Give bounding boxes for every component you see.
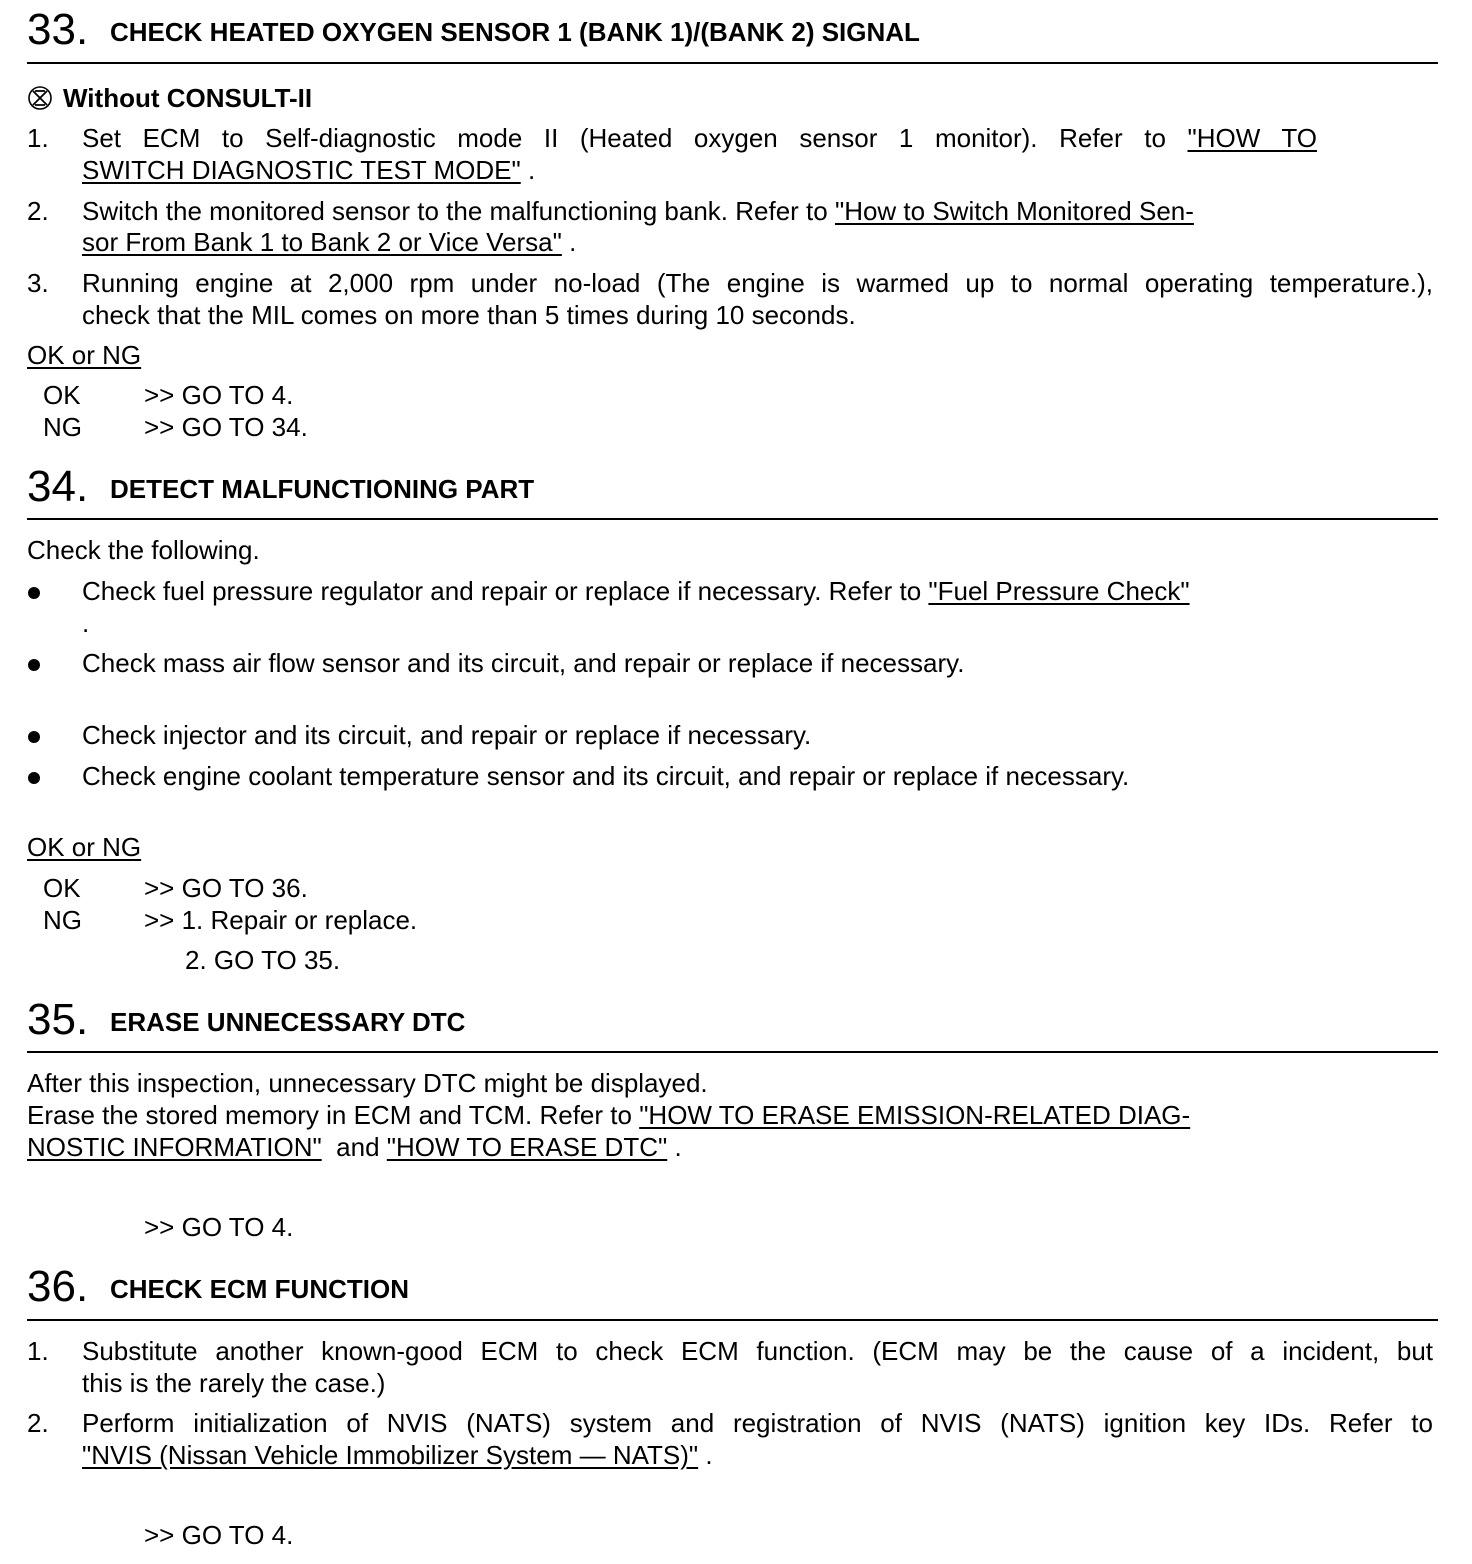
step-num: 3. bbox=[27, 268, 49, 298]
link[interactable]: "How to Switch Monitored Sen- bbox=[834, 196, 1194, 226]
ng-action: 2. GO TO 35. bbox=[185, 945, 341, 975]
bullet-icon bbox=[28, 587, 40, 599]
intro-text: Check the following. bbox=[27, 535, 260, 565]
step-number: 35. bbox=[27, 995, 89, 1044]
link[interactable]: SWITCH DIAGNOSTIC TEST MODE" bbox=[82, 155, 521, 185]
ng-action: >> GO TO 34. bbox=[144, 412, 308, 442]
step-number: 36. bbox=[27, 1262, 89, 1311]
bullet-text: Check mass air flow sensor and its circuit, and repair or replace if necessary. bbox=[82, 648, 965, 678]
link[interactable]: NOSTIC INFORMATION" bbox=[27, 1132, 322, 1162]
step-title: DETECT MALFUNCTIONING PART bbox=[110, 474, 535, 504]
goto-action: >> GO TO 4. bbox=[144, 1212, 294, 1242]
bullet-icon bbox=[28, 731, 40, 743]
step-title: CHECK HEATED OXYGEN SENSOR 1 (BANK 1)/(BANK 2) SIGNAL bbox=[110, 17, 920, 47]
bullet-text: Check fuel pressure regulator and repair or replace if necessary. Refer to "Fuel Pressure Check" bbox=[82, 576, 1190, 606]
step-text: check that the MIL comes on more than 5 times during 10 seconds. bbox=[82, 300, 856, 330]
step-text: Switch the monitored sensor to the malfunctioning bank. Refer to "How to Switch Monitored Sen- bbox=[82, 196, 1194, 226]
step-text: "NVIS (Nissan Vehicle Immobilizer System — NATS)" . bbox=[82, 1440, 713, 1470]
link[interactable]: "NVIS (Nissan Vehicle Immobilizer System — NATS)" bbox=[82, 1440, 699, 1470]
bullet-text: Check engine coolant temperature sensor and its circuit, and repair or replace if necessary. bbox=[82, 761, 1130, 791]
step-num: 1. bbox=[27, 123, 49, 153]
bullet-text: Check injector and its circuit, and repair or replace if necessary. bbox=[82, 720, 812, 750]
step-text: Set ECM to Self-diagnostic mode II (Heated oxygen sensor 1 monitor). Refer to "HOW TO bbox=[82, 123, 1317, 153]
step-title: ERASE UNNECESSARY DTC bbox=[110, 1007, 466, 1037]
step-text: Perform initialization of NVIS (NATS) system and registration of NVIS (NATS) ignition key IDs. Refer to bbox=[82, 1408, 1433, 1438]
ng-action: >> 1. Repair or replace. bbox=[144, 905, 418, 935]
body-text: After this inspection, unnecessary DTC might be displayed. bbox=[27, 1068, 708, 1098]
step-text: Substitute another known-good ECM to check ECM function. (ECM may be the cause of a incident, but bbox=[82, 1336, 1433, 1366]
step-num: 2. bbox=[27, 1408, 49, 1438]
link[interactable]: "HOW TO ERASE DTC" bbox=[386, 1132, 668, 1162]
link[interactable]: "HOW TO ERASE EMISSION-RELATED DIAG- bbox=[639, 1100, 1191, 1130]
step-text: Running engine at 2,000 rpm under no-load (The engine is warmed up to normal operating temperature.), bbox=[82, 268, 1433, 298]
divider bbox=[27, 62, 1438, 64]
goto-action: >> GO TO 4. bbox=[144, 1520, 294, 1550]
ok-action: >> GO TO 36. bbox=[144, 873, 308, 903]
bullet-icon bbox=[28, 659, 40, 671]
step-title: CHECK ECM FUNCTION bbox=[110, 1274, 409, 1304]
divider bbox=[27, 1051, 1438, 1053]
ok-label: OK bbox=[43, 873, 81, 903]
divider bbox=[27, 518, 1438, 520]
ok-ng-label: OK or NG bbox=[27, 340, 142, 370]
bullet-text: . bbox=[82, 608, 90, 638]
ok-action: >> GO TO 4. bbox=[144, 380, 294, 410]
subheading: Without CONSULT-II bbox=[27, 83, 312, 117]
body-text: NOSTIC INFORMATION" and "HOW TO ERASE DTC" . bbox=[27, 1132, 682, 1162]
body-text: Erase the stored memory in ECM and TCM. Refer to "HOW TO ERASE EMISSION-RELATED DIAG- bbox=[27, 1100, 1191, 1130]
step-num: 2. bbox=[27, 196, 49, 226]
ok-label: OK bbox=[43, 380, 81, 410]
step-number: 33. bbox=[27, 5, 89, 54]
no-consult-icon bbox=[27, 85, 59, 117]
link[interactable]: sor From Bank 1 to Bank 2 or Vice Versa" bbox=[82, 227, 562, 257]
step-text: SWITCH DIAGNOSTIC TEST MODE" . bbox=[82, 155, 536, 185]
bullet-icon bbox=[28, 772, 40, 784]
step-num: 1. bbox=[27, 1336, 49, 1366]
divider bbox=[27, 1319, 1438, 1321]
step-text: sor From Bank 1 to Bank 2 or Vice Versa" . bbox=[82, 227, 577, 257]
step-text: this is the rarely the case.) bbox=[82, 1368, 386, 1398]
ok-ng-label: OK or NG bbox=[27, 832, 142, 862]
step-number: 34. bbox=[27, 462, 89, 511]
ng-label: NG bbox=[43, 412, 82, 442]
link[interactable]: "HOW TO bbox=[1187, 123, 1317, 153]
link[interactable]: "Fuel Pressure Check" bbox=[928, 576, 1190, 606]
ng-label: NG bbox=[43, 905, 82, 935]
